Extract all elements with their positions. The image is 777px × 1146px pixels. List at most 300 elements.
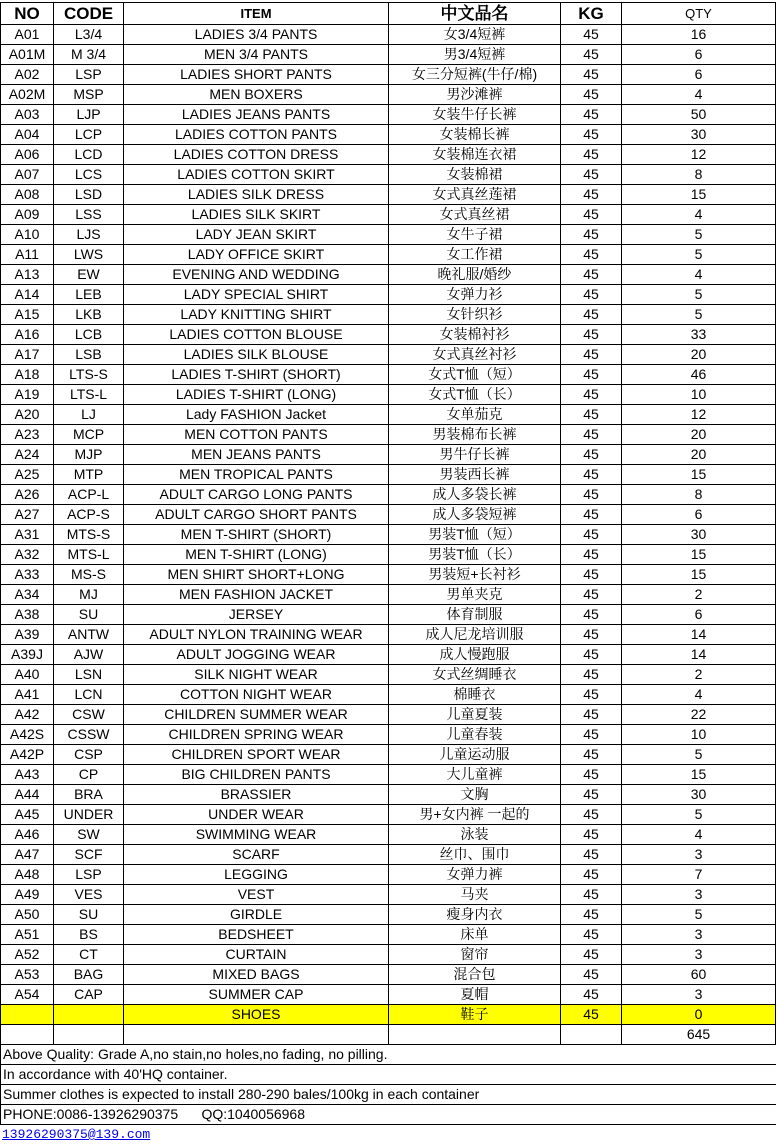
table-row — [1, 245, 776, 265]
item-cell: LEGGING — [124, 865, 389, 885]
table-row — [1, 85, 776, 105]
qty-cell: 8 — [622, 165, 776, 185]
chinese-name-cell: 窗帘 — [389, 945, 561, 965]
code-cell: SCF — [54, 845, 124, 865]
kg-cell: 45 — [561, 905, 622, 925]
code-cell: ANTW — [54, 625, 124, 645]
code-cell: MS-S — [54, 565, 124, 585]
no-cell: A06 — [1, 145, 54, 165]
item-cell: VEST — [124, 885, 389, 905]
qty-cell: 5 — [622, 245, 776, 265]
table-row — [1, 345, 776, 365]
qty-cell: 15 — [622, 565, 776, 585]
table-row — [1, 705, 776, 725]
qty-cell: 3 — [622, 845, 776, 865]
item-cell: SCARF — [124, 845, 389, 865]
code-cell: LSB — [54, 345, 124, 365]
chinese-name-cell: 男3/4短裤 — [389, 45, 561, 65]
no-cell: A17 — [1, 345, 54, 365]
qty-cell: 46 — [622, 365, 776, 385]
kg-cell: 45 — [561, 565, 622, 585]
table-row — [1, 225, 776, 245]
code-cell: ACP-S — [54, 505, 124, 525]
kg-cell: 45 — [561, 1005, 622, 1025]
qty-cell: 4 — [622, 265, 776, 285]
no-cell: A51 — [1, 925, 54, 945]
chinese-name-cell: 成人尼龙培训服 — [389, 625, 561, 645]
kg-cell: 45 — [561, 825, 622, 845]
qty-cell: 20 — [622, 445, 776, 465]
chinese-name-cell: 女3/4短裤 — [389, 25, 561, 45]
table-row — [1, 625, 776, 645]
no-cell: A13 — [1, 265, 54, 285]
kg-cell: 45 — [561, 885, 622, 905]
code-cell: LCS — [54, 165, 124, 185]
code-cell: LSP — [54, 65, 124, 85]
item-cell: MEN SHIRT SHORT+LONG — [124, 565, 389, 585]
qty-cell: 6 — [622, 605, 776, 625]
code-cell: LJP — [54, 105, 124, 125]
qty-cell: 15 — [622, 545, 776, 565]
code-cell: CSP — [54, 745, 124, 765]
item-cell: MEN TROPICAL PANTS — [124, 465, 389, 485]
code-cell: LCP — [54, 125, 124, 145]
no-cell: A43 — [1, 765, 54, 785]
qty-cell: 30 — [622, 525, 776, 545]
no-cell: A07 — [1, 165, 54, 185]
table-body — [1, 25, 776, 1025]
no-cell: A18 — [1, 365, 54, 385]
qty-cell: 10 — [622, 385, 776, 405]
code-cell: SU — [54, 905, 124, 925]
kg-cell: 45 — [561, 865, 622, 885]
kg-cell: 45 — [561, 745, 622, 765]
qty-cell: 2 — [622, 585, 776, 605]
qty-cell: 4 — [622, 685, 776, 705]
chinese-name-cell: 女式真丝莲裙 — [389, 185, 561, 205]
kg-cell: 45 — [561, 205, 622, 225]
chinese-name-cell: 晚礼服/婚纱 — [389, 265, 561, 285]
chinese-name-cell: 鞋子 — [389, 1005, 561, 1025]
qty-cell: 30 — [622, 785, 776, 805]
code-cell: LSP — [54, 865, 124, 885]
code-cell: LKB — [54, 305, 124, 325]
item-cell: LADIES COTTON DRESS — [124, 145, 389, 165]
code-cell: CAP — [54, 985, 124, 1005]
note-phone: PHONE:0086-13926290375 QQ:1040056968 — [1, 1105, 776, 1125]
kg-cell: 45 — [561, 765, 622, 785]
qty-cell: 60 — [622, 965, 776, 985]
code-cell: CSSW — [54, 725, 124, 745]
chinese-name-cell: 女式丝绸睡衣 — [389, 665, 561, 685]
chinese-name-cell: 女三分短裤(牛仔/棉) — [389, 65, 561, 85]
header-kg: KG — [561, 3, 622, 25]
kg-cell: 45 — [561, 345, 622, 365]
item-cell: JERSEY — [124, 605, 389, 625]
item-cell: LADY SPECIAL SHIRT — [124, 285, 389, 305]
table-row — [1, 565, 776, 585]
qty-cell: 22 — [622, 705, 776, 725]
no-cell: A08 — [1, 185, 54, 205]
no-cell: A02M — [1, 85, 54, 105]
item-cell: ADULT CARGO LONG PANTS — [124, 485, 389, 505]
code-cell: M 3/4 — [54, 45, 124, 65]
table-row — [1, 945, 776, 965]
qty-cell: 6 — [622, 505, 776, 525]
table-row — [1, 145, 776, 165]
chinese-name-cell: 夏帽 — [389, 985, 561, 1005]
qty-cell: 30 — [622, 125, 776, 145]
no-cell: A54 — [1, 985, 54, 1005]
code-cell: SU — [54, 605, 124, 625]
item-cell: MEN JEANS PANTS — [124, 445, 389, 465]
chinese-name-cell: 马夹 — [389, 885, 561, 905]
chinese-name-cell: 女牛子裙 — [389, 225, 561, 245]
chinese-name-cell: 混合包 — [389, 965, 561, 985]
chinese-name-cell: 文胸 — [389, 785, 561, 805]
no-cell: A16 — [1, 325, 54, 345]
kg-cell: 45 — [561, 265, 622, 285]
code-cell: CP — [54, 765, 124, 785]
kg-cell: 45 — [561, 165, 622, 185]
no-cell: A44 — [1, 785, 54, 805]
header-no: NO — [1, 3, 54, 25]
kg-cell: 45 — [561, 325, 622, 345]
header-row — [1, 3, 776, 25]
header-code: CODE — [54, 3, 124, 25]
table-row — [1, 685, 776, 705]
chinese-name-cell: 女弹力衫 — [389, 285, 561, 305]
qty-cell: 15 — [622, 765, 776, 785]
qty-cell: 8 — [622, 485, 776, 505]
table-row — [1, 305, 776, 325]
kg-cell: 45 — [561, 405, 622, 425]
table-row — [1, 545, 776, 565]
qty-cell: 12 — [622, 145, 776, 165]
item-cell: LADIES T-SHIRT (LONG) — [124, 385, 389, 405]
no-cell: A53 — [1, 965, 54, 985]
table-row — [1, 285, 776, 305]
no-cell: A46 — [1, 825, 54, 845]
kg-cell: 45 — [561, 645, 622, 665]
code-cell: LTS-L — [54, 385, 124, 405]
table-row — [1, 785, 776, 805]
qty-cell: 16 — [622, 25, 776, 45]
no-cell: A34 — [1, 585, 54, 605]
no-cell: A39 — [1, 625, 54, 645]
table-row — [1, 725, 776, 745]
note-bales: Summer clothes is expected to install 280-290 bales/100kg in each container — [1, 1085, 776, 1105]
code-cell: AJW — [54, 645, 124, 665]
no-cell: A27 — [1, 505, 54, 525]
chinese-name-cell: 男装西长裤 — [389, 465, 561, 485]
kg-cell: 45 — [561, 285, 622, 305]
note-row — [1, 1045, 776, 1065]
code-cell: MJP — [54, 445, 124, 465]
kg-cell: 45 — [561, 545, 622, 565]
kg-cell: 45 — [561, 525, 622, 545]
no-cell: A03 — [1, 105, 54, 125]
item-cell: MEN 3/4 PANTS — [124, 45, 389, 65]
table-footer — [1, 1025, 776, 1125]
table-row — [1, 165, 776, 185]
kg-cell: 45 — [561, 945, 622, 965]
table-row — [1, 485, 776, 505]
email-link[interactable]: 13926290375@139.com — [2, 1127, 151, 1142]
chinese-name-cell: 大儿童裤 — [389, 765, 561, 785]
kg-cell: 45 — [561, 425, 622, 445]
kg-cell: 45 — [561, 445, 622, 465]
table-row — [1, 425, 776, 445]
qty-cell: 5 — [622, 305, 776, 325]
item-cell: LADIES COTTON SKIRT — [124, 165, 389, 185]
table-row — [1, 805, 776, 825]
qty-cell: 14 — [622, 645, 776, 665]
chinese-name-cell: 成人多袋短裤 — [389, 505, 561, 525]
table-row — [1, 325, 776, 345]
note-row — [1, 1065, 776, 1085]
item-cell: SUMMER CAP — [124, 985, 389, 1005]
kg-cell: 45 — [561, 485, 622, 505]
item-cell: CHILDREN SPRING WEAR — [124, 725, 389, 745]
item-cell: GIRDLE — [124, 905, 389, 925]
qty-cell: 4 — [622, 85, 776, 105]
no-cell: A42 — [1, 705, 54, 725]
item-cell: LADIES T-SHIRT (SHORT) — [124, 365, 389, 385]
item-cell: EVENING AND WEDDING — [124, 265, 389, 285]
code-cell: LCD — [54, 145, 124, 165]
qty-cell: 5 — [622, 745, 776, 765]
no-cell: A45 — [1, 805, 54, 825]
item-cell: UNDER WEAR — [124, 805, 389, 825]
item-cell: LADY JEAN SKIRT — [124, 225, 389, 245]
kg-cell: 45 — [561, 145, 622, 165]
code-cell: LSD — [54, 185, 124, 205]
code-cell: L3/4 — [54, 25, 124, 45]
chinese-name-cell: 男装短+长衬衫 — [389, 565, 561, 585]
chinese-name-cell: 男+女内裤 一起的 — [389, 805, 561, 825]
kg-cell: 45 — [561, 65, 622, 85]
kg-cell: 45 — [561, 605, 622, 625]
code-cell: LJ — [54, 405, 124, 425]
header-qty: QTY — [622, 3, 776, 25]
item-cell: MEN FASHION JACKET — [124, 585, 389, 605]
qty-cell: 5 — [622, 225, 776, 245]
header-item: ITEM — [124, 3, 389, 25]
qty-cell: 3 — [622, 945, 776, 965]
item-cell: LADIES SILK SKIRT — [124, 205, 389, 225]
table-row — [1, 525, 776, 545]
chinese-name-cell: 女式真丝衬衫 — [389, 345, 561, 365]
table-row — [1, 125, 776, 145]
qty-cell: 20 — [622, 345, 776, 365]
table-row — [1, 825, 776, 845]
chinese-name-cell: 女装棉长裤 — [389, 125, 561, 145]
item-cell: LADIES COTTON PANTS — [124, 125, 389, 145]
code-cell: LTS-S — [54, 365, 124, 385]
qty-cell: 3 — [622, 925, 776, 945]
table-row — [1, 65, 776, 85]
chinese-name-cell: 女式T恤（短） — [389, 365, 561, 385]
item-cell: LADIES COTTON BLOUSE — [124, 325, 389, 345]
table-row — [1, 985, 776, 1005]
kg-cell: 45 — [561, 225, 622, 245]
kg-cell: 45 — [561, 845, 622, 865]
qty-cell: 10 — [622, 725, 776, 745]
chinese-name-cell: 丝巾、围巾 — [389, 845, 561, 865]
qty-cell: 5 — [622, 285, 776, 305]
chinese-name-cell: 泳装 — [389, 825, 561, 845]
item-cell: ADULT NYLON TRAINING WEAR — [124, 625, 389, 645]
kg-cell: 45 — [561, 45, 622, 65]
item-cell: LADIES SILK BLOUSE — [124, 345, 389, 365]
kg-cell: 45 — [561, 385, 622, 405]
no-cell: A40 — [1, 665, 54, 685]
table-row — [1, 385, 776, 405]
chinese-name-cell: 男牛仔长裤 — [389, 445, 561, 465]
code-cell: MCP — [54, 425, 124, 445]
chinese-name-cell: 棉睡衣 — [389, 685, 561, 705]
chinese-name-cell: 女装棉衬衫 — [389, 325, 561, 345]
item-cell: LADIES 3/4 PANTS — [124, 25, 389, 45]
no-cell: A25 — [1, 465, 54, 485]
qty-cell: 6 — [622, 45, 776, 65]
note-row — [1, 1085, 776, 1105]
no-cell: A15 — [1, 305, 54, 325]
item-cell: BRASSIER — [124, 785, 389, 805]
code-cell: ACP-L — [54, 485, 124, 505]
code-cell: LCN — [54, 685, 124, 705]
code-cell: LSS — [54, 205, 124, 225]
kg-cell: 45 — [561, 725, 622, 745]
chinese-name-cell: 女式真丝裙 — [389, 205, 561, 225]
no-cell: A49 — [1, 885, 54, 905]
qty-cell: 7 — [622, 865, 776, 885]
no-cell: A26 — [1, 485, 54, 505]
qty-cell: 5 — [622, 905, 776, 925]
item-cell: SWIMMING WEAR — [124, 825, 389, 845]
no-cell: A02 — [1, 65, 54, 85]
kg-cell: 45 — [561, 685, 622, 705]
kg-cell: 45 — [561, 705, 622, 725]
kg-cell: 45 — [561, 805, 622, 825]
table-row — [1, 445, 776, 465]
kg-cell: 45 — [561, 25, 622, 45]
kg-cell: 45 — [561, 785, 622, 805]
chinese-name-cell: 瘦身内衣 — [389, 905, 561, 925]
kg-cell: 45 — [561, 185, 622, 205]
code-cell: MSP — [54, 85, 124, 105]
table-row — [1, 965, 776, 985]
table-row — [1, 365, 776, 385]
no-cell: A14 — [1, 285, 54, 305]
note-row — [1, 1105, 776, 1125]
kg-cell: 45 — [561, 465, 622, 485]
chinese-name-cell: 女式T恤（长） — [389, 385, 561, 405]
no-cell: A04 — [1, 125, 54, 145]
no-cell: A09 — [1, 205, 54, 225]
chinese-name-cell: 女单茄克 — [389, 405, 561, 425]
total-row — [1, 1025, 776, 1045]
no-cell: A47 — [1, 845, 54, 865]
item-cell: Lady FASHION Jacket — [124, 405, 389, 425]
qty-cell: 6 — [622, 65, 776, 85]
item-cell: MEN T-SHIRT (SHORT) — [124, 525, 389, 545]
item-cell: LADY OFFICE SKIRT — [124, 245, 389, 265]
qty-cell: 15 — [622, 185, 776, 205]
code-cell: LWS — [54, 245, 124, 265]
note-container: In accordance with 40'HQ container. — [1, 1065, 776, 1085]
chinese-name-cell: 女装牛仔长裤 — [389, 105, 561, 125]
table-row — [1, 185, 776, 205]
item-cell: MEN BOXERS — [124, 85, 389, 105]
chinese-name-cell: 成人慢跑服 — [389, 645, 561, 665]
kg-cell: 45 — [561, 505, 622, 525]
item-cell: MEN COTTON PANTS — [124, 425, 389, 445]
no-cell: A50 — [1, 905, 54, 925]
chinese-name-cell: 女针织衫 — [389, 305, 561, 325]
table-row — [1, 605, 776, 625]
table-row — [1, 645, 776, 665]
code-cell: LJS — [54, 225, 124, 245]
code-cell: LCB — [54, 325, 124, 345]
no-cell: A19 — [1, 385, 54, 405]
table-row — [1, 25, 776, 45]
chinese-name-cell: 女弹力裤 — [389, 865, 561, 885]
table-row — [1, 105, 776, 125]
no-cell: A31 — [1, 525, 54, 545]
no-cell: A39J — [1, 645, 54, 665]
qty-cell: 33 — [622, 325, 776, 345]
table-row — [1, 745, 776, 765]
table-row — [1, 585, 776, 605]
no-cell: A48 — [1, 865, 54, 885]
no-cell: A01 — [1, 25, 54, 45]
table-row — [1, 765, 776, 785]
chinese-name-cell: 儿童运动服 — [389, 745, 561, 765]
no-cell: A01M — [1, 45, 54, 65]
kg-cell: 45 — [561, 925, 622, 945]
table-row — [1, 905, 776, 925]
code-cell: BS — [54, 925, 124, 945]
code-cell: CT — [54, 945, 124, 965]
item-cell: CHILDREN SPORT WEAR — [124, 745, 389, 765]
table-row — [1, 45, 776, 65]
no-cell: A10 — [1, 225, 54, 245]
item-cell: LADIES SHORT PANTS — [124, 65, 389, 85]
code-cell: LEB — [54, 285, 124, 305]
table-row — [1, 265, 776, 285]
note-quality: Above Quality: Grade A,no stain,no holes,no fading, no pilling. — [1, 1045, 776, 1065]
code-cell: BAG — [54, 965, 124, 985]
item-cell: BIG CHILDREN PANTS — [124, 765, 389, 785]
chinese-name-cell: 床单 — [389, 925, 561, 945]
no-cell: A42S — [1, 725, 54, 745]
qty-cell: 5 — [622, 805, 776, 825]
table-row — [1, 665, 776, 685]
item-cell: LADY KNITTING SHIRT — [124, 305, 389, 325]
qty-cell: 14 — [622, 625, 776, 645]
kg-cell: 45 — [561, 965, 622, 985]
item-cell: MIXED BAGS — [124, 965, 389, 985]
code-cell: BRA — [54, 785, 124, 805]
item-cell: MEN T-SHIRT (LONG) — [124, 545, 389, 565]
kg-cell: 45 — [561, 305, 622, 325]
chinese-name-cell: 成人多袋长裤 — [389, 485, 561, 505]
total-qty: 645 — [622, 1025, 776, 1045]
chinese-name-cell: 男单夹克 — [389, 585, 561, 605]
kg-cell: 45 — [561, 245, 622, 265]
